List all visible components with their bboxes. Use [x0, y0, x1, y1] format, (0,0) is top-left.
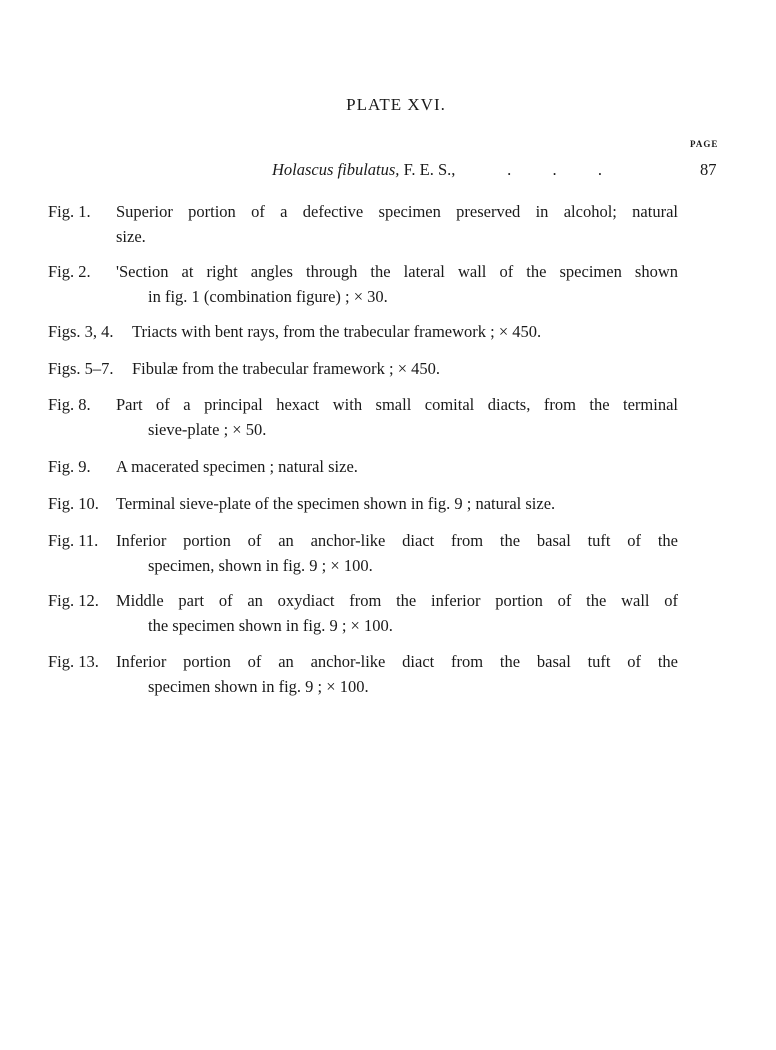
legend-entry [48, 588, 678, 638]
figure-legend [48, 199, 678, 699]
figure-label: Fig. 10. [48, 494, 99, 513]
figure-description [116, 199, 678, 249]
figure-label: Figs. 5–7. [48, 359, 114, 378]
description-line-2: specimen, shown in fig. 9 ; × 100. [148, 556, 373, 575]
description-line-1: Triacts with bent rays, from the trabecular framework ; × 450. [132, 322, 542, 341]
figure-description [116, 454, 678, 479]
figure-description [116, 392, 678, 442]
page-number: 87 [700, 160, 717, 179]
description-line-1: Middle part of an oxydiact from the inferior portion of the wall of [116, 591, 678, 610]
figure-label: Fig. 2. [48, 262, 91, 281]
description-line-2: the specimen shown in fig. 9 ; × 100. [148, 616, 393, 635]
legend-entry [48, 319, 678, 344]
figure-label: Fig. 12. [48, 591, 99, 610]
legend-entry [48, 199, 678, 249]
legend-entry [48, 491, 678, 516]
leader-dots: . . . [507, 160, 602, 179]
species-line [272, 160, 650, 180]
description-line-1: A macerated specimen ; natural size. [116, 457, 358, 476]
figure-label: Fig. 1. [48, 202, 91, 221]
figure-description [116, 649, 678, 699]
description-line-2: specimen shown in fig. 9 ; × 100. [148, 677, 369, 696]
figure-label: Fig. 13. [48, 652, 99, 671]
legend-entry [48, 649, 678, 699]
description-line-1: 'Section at right angles through the lateral wall of the specimen shown [116, 262, 678, 281]
figure-label: Fig. 8. [48, 395, 91, 414]
species-name: Holascus fibulatus, [272, 160, 400, 179]
figure-description [116, 259, 678, 309]
description-line-1: Inferior portion of an anchor-like diact from the basal tuft of the [116, 531, 678, 550]
legend-entry [48, 528, 678, 578]
description-line-1: Superior portion of a defective specimen preserved in alcohol; natural [116, 202, 678, 221]
description-line-1: Terminal sieve-plate of the specimen shown in fig. 9 ; natural size. [116, 494, 556, 513]
description-line-2: in fig. 1 (combination figure) ; × 30. [148, 287, 388, 306]
figure-label: Fig. 11. [48, 531, 99, 550]
figure-label: Figs. 3, 4. [48, 322, 114, 341]
description-line-1: Part of a principal hexact with small comital diacts, from the terminal [116, 395, 678, 414]
figure-description [132, 319, 678, 344]
plate-title: PLATE XVI. [346, 95, 446, 114]
page-column-heading: PAGE [690, 139, 719, 149]
figure-description [116, 491, 678, 516]
legend-entry [48, 454, 678, 479]
legend-entry [48, 259, 678, 309]
description-line-2: sieve-plate ; × 50. [148, 420, 267, 439]
description-line-2: size. [116, 227, 146, 246]
description-line-1: Fibulæ from the trabecular framework ; × 450. [132, 359, 441, 378]
figure-description [116, 528, 678, 578]
figure-label: Fig. 9. [48, 457, 91, 476]
description-line-1: Inferior portion of an anchor-like diact from the basal tuft of the [116, 652, 678, 671]
species-authority: F. E. S., [399, 160, 456, 179]
legend-entry [48, 392, 678, 442]
legend-entry [48, 356, 678, 381]
figure-description [132, 356, 678, 381]
figure-description [116, 588, 678, 638]
